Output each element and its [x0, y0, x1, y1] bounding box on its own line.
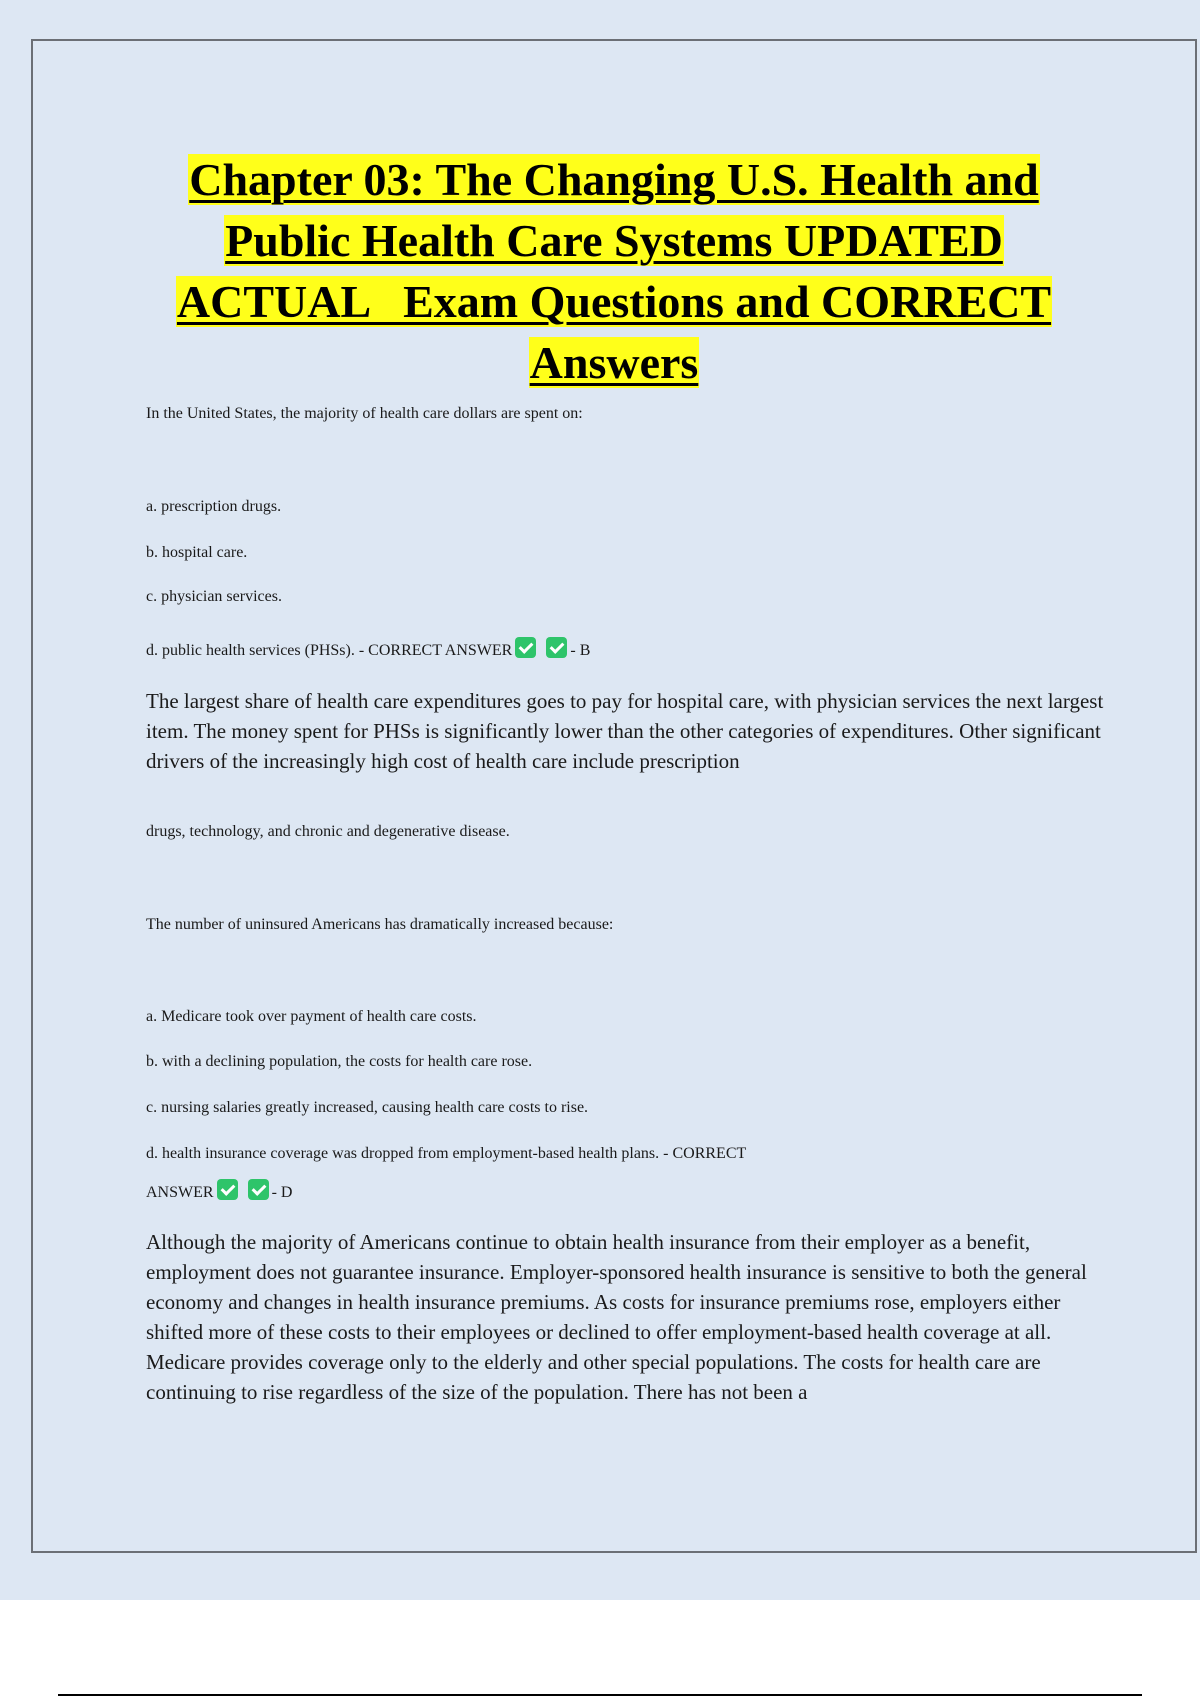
question-2-answer-label: ANSWER	[146, 1184, 214, 1201]
question-2-text: The number of uninsured Americans has dramatically increased because:	[146, 916, 614, 933]
question-2-option-d-continued	[146, 1179, 292, 1202]
question-2-option-d: d. health insurance coverage was dropped from employment-based health plans. - CORRECT	[146, 1145, 747, 1162]
question-1-answer-letter: - B	[570, 642, 591, 659]
title-line-3	[176, 271, 1052, 332]
question-1-text: In the United States, the majority of health care dollars are spent on:	[146, 405, 583, 422]
question-1-option-c: c. physician services.	[146, 588, 282, 605]
question-1-option-d	[146, 637, 590, 660]
question-2-option-c: c. nursing salaries greatly increased, causing health care costs to rise.	[146, 1099, 589, 1116]
check-mark-box-icon	[546, 637, 567, 658]
title-line-4-text: Answers	[529, 337, 699, 388]
check-mark-box-icon	[217, 1179, 238, 1200]
question-1-rationale: The largest share of health care expenditures goes to pay for hospital care, with physician services the next largest item. The money spent for PHSs is significantly lower than the other categories of expenditures. Other significant drivers of the increasingly high cost of health care include prescription	[146, 689, 1104, 773]
question-1-option-b: b. hospital care.	[146, 544, 248, 561]
question-1-rationale-continued: drugs, technology, and chronic and degenerative disease.	[146, 823, 510, 840]
title-line-2-text: Public Health Care Systems UPDATED	[225, 215, 1003, 266]
question-2-option-a: a. Medicare took over payment of health care costs.	[146, 1008, 477, 1025]
title-line-1	[188, 149, 1039, 210]
question-2-rationale: Although the majority of Americans continue to obtain health insurance from their employer as a benefit, employment does not guarantee insurance. Employer-sponsored health insurance is sensitive to both the general economy and changes in health insurance premiums. As costs for insurance premiums rose, employers either shifted more of these costs to their employees or declined to offer employment-based health coverage at all. Medicare provides coverage only to the elderly and other special populations. The costs for health care are continuing to rise regardless of the size of the population. There has not been a	[146, 1230, 1087, 1404]
check-mark-box-icon	[248, 1179, 269, 1200]
question-1-option-d-text: d. public health services (PHSs). - CORRECT ANSWER	[146, 642, 513, 659]
question-2-option-b: b. with a declining population, the costs for health care rose.	[146, 1053, 533, 1070]
question-1-option-a: a. prescription drugs.	[146, 498, 282, 515]
question-2-answer-letter: - D	[271, 1184, 293, 1201]
title-line-3-text: ACTUAL Exam Questions and CORRECT	[176, 276, 1052, 327]
footer-divider	[58, 1694, 1142, 1696]
title-line-2	[224, 210, 1004, 271]
document-title	[33, 149, 1195, 393]
title-line-4	[529, 332, 700, 393]
document-page	[31, 39, 1197, 1553]
title-line-1-text: Chapter 03: The Changing U.S. Health and	[189, 154, 1039, 205]
check-mark-box-icon	[515, 637, 536, 658]
